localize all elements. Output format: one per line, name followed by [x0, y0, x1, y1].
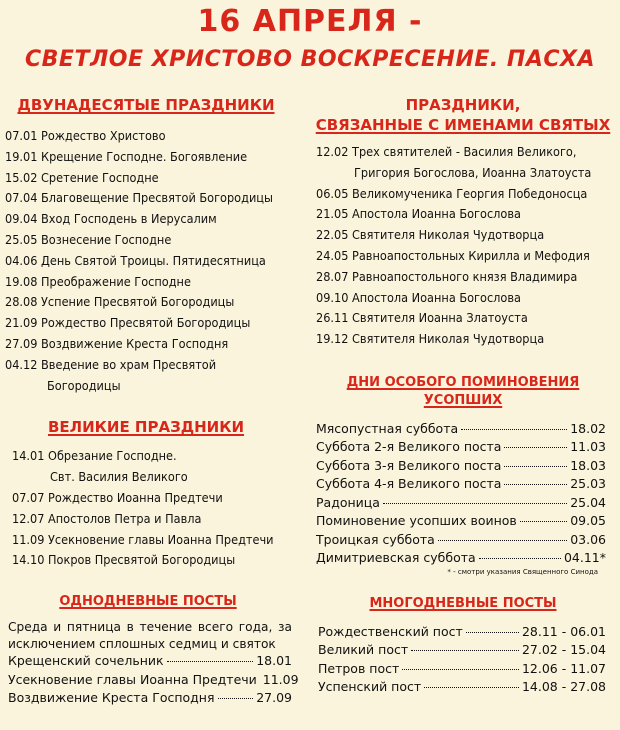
dot-leader [520, 521, 567, 522]
remembrance-block [310, 420, 616, 577]
list-item: 07.07 Рождество Иоанна Предтечи [12, 489, 223, 505]
remembrance-date: 25.03 [570, 476, 606, 492]
fast-row [318, 660, 606, 679]
right-column [310, 96, 616, 697]
list-item: 24.05 Равноапостольных Кирилла и Мефодия [316, 247, 590, 263]
list-item: 22.05 Святителя Николая Чудотворца [316, 227, 545, 243]
list-item: 14.01 Обрезание Господне. [12, 448, 177, 464]
one-day-fasts-heading: ОДНОДНЕВНЫЕ ПОСТЫ [59, 594, 237, 610]
list-item: 07.04 Благовещение Пресвятой Богородицы [5, 190, 273, 206]
fast-row [8, 652, 292, 671]
list-item-continued: Богородицы [47, 377, 121, 393]
fast-label: Воздвижение Креста Господня [8, 690, 215, 706]
list-item: 15.02 Сретение Господне [5, 169, 159, 185]
remembrance-footnote: * - смотри указания Священного Синода [447, 567, 598, 576]
remembrance-row [316, 457, 606, 476]
list-item: 06.05 Великомученика Георгия Победоносца [316, 185, 588, 201]
remembrance-date: 11.03 [570, 439, 606, 455]
list-item: 09.10 Апостола Иоанна Богослова [316, 289, 521, 305]
fast-period: 27.02 - 15.04 [521, 642, 606, 658]
remembrance-date: 25.04 [570, 494, 606, 510]
list-item: 19.01 Крещение Господне. Богоявление [5, 148, 248, 164]
fast-period: 28.11 - 06.01 [521, 623, 606, 639]
remembrance-row [316, 475, 606, 494]
list-item: 28.07 Равноапостольного князя Владимира [316, 268, 578, 284]
dot-leader [424, 687, 519, 688]
saints-feasts-list [310, 142, 616, 350]
dot-leader [411, 650, 519, 651]
list-item: 12.07 Апостолов Петра и Павла [12, 510, 202, 526]
list-item: 12.02 Трех святителей - Василия Великого, [316, 144, 577, 159]
list-item: 04.06 День Святой Троицы. Пятидесятница [5, 252, 266, 268]
remembrance-row [316, 420, 606, 439]
fast-period: 12.06 - 11.07 [521, 660, 606, 676]
remembrance-date: 03.06 [570, 531, 606, 547]
dot-leader [504, 466, 567, 467]
list-item: 26.11 Святителя Иоанна Златоуста [316, 310, 528, 326]
dot-leader [461, 429, 567, 430]
fast-row [318, 678, 606, 697]
fast-label: Петров пост [318, 660, 400, 676]
remembrance-label: Троицкая суббота [316, 531, 435, 547]
fast-row [8, 671, 299, 690]
list-item: 19.08 Преображение Господне [5, 273, 191, 289]
dot-leader [167, 661, 254, 662]
fast-date: 27.09 [256, 690, 292, 706]
remembrance-date: 18.02 [570, 420, 606, 436]
saints-feasts-heading-2: СВЯЗАННЫЕ С ИМЕНАМИ СВЯТЫХ [315, 116, 611, 134]
remembrance-heading: ДНИ ОСОБОГО ПОМИНОВЕНИЯ УСОПШИХ [346, 374, 580, 408]
twelve-feasts-heading: ДВУНАДЕСЯТЫЕ ПРАЗДНИКИ [17, 96, 275, 114]
fast-period: 14.08 - 27.08 [521, 679, 606, 695]
easter-title: СВЕТЛОЕ ХРИСТОВО ВОСКРЕСЕНИЕ. ПАСХА [25, 47, 595, 72]
list-item: 19.12 Святителя Николая Чудотворца [316, 331, 545, 347]
dot-leader [438, 540, 567, 541]
fast-label: Успенский пост [318, 679, 422, 695]
list-item: 27.09 Воздвижение Креста Господня [5, 335, 229, 351]
multi-day-fasts-block [310, 623, 616, 697]
fast-label: Усекновение главы Иоанна Предтечи [8, 671, 257, 687]
list-item: 21.05 Апостола Иоанна Богослова [316, 206, 521, 222]
fast-label: Великий пост [318, 642, 409, 658]
remembrance-row [316, 549, 606, 568]
fast-row [318, 641, 606, 660]
list-item: 14.10 Покров Пресвятой Богородицы [12, 552, 236, 568]
great-feasts-heading: ВЕЛИКИЕ ПРАЗДНИКИ [47, 418, 245, 437]
list-item: 11.09 Усекновение главы Иоанна Предтечи [12, 531, 274, 547]
remembrance-date: 18.03 [570, 457, 606, 473]
remembrance-label: Димитриевская суббота [316, 550, 476, 566]
dot-leader [504, 447, 567, 448]
remembrance-date: 04.11* [563, 550, 606, 566]
list-item: 28.08 Успение Пресвятой Богородицы [5, 294, 235, 310]
fast-date: 18.01 [256, 653, 292, 669]
remembrance-row [316, 438, 606, 457]
remembrance-row [316, 531, 606, 550]
list-item: 21.09 Рождество Пресвятой Богородицы [5, 315, 251, 331]
fast-date: 11.09 [262, 671, 299, 687]
one-day-fasts-block [0, 619, 306, 708]
list-item-continued: Свт. Василия Великого [50, 469, 188, 485]
multi-day-fasts-heading: МНОГОДНЕВНЫЕ ПОСТЫ [369, 595, 557, 611]
list-item: 09.04 Вход Господень в Иерусалим [5, 211, 217, 227]
remembrance-row [316, 512, 606, 531]
left-column [0, 96, 306, 708]
list-item-continued: Григория Богослова, Иоанна Златоуста [354, 164, 592, 180]
dot-leader [504, 484, 567, 485]
dot-leader [466, 632, 519, 633]
dot-leader [383, 503, 567, 504]
saints-feasts-heading-1: ПРАЗДНИКИ, [405, 96, 521, 114]
list-item: 04.12 Введение во храм Пресвятой [5, 356, 217, 372]
remembrance-label: Мясопустная суббота [316, 420, 459, 436]
remembrance-date: 09.05 [570, 513, 606, 529]
dot-leader [479, 558, 561, 559]
dot-leader [402, 669, 519, 670]
remembrance-label: Суббота 3-я Великого поста [316, 457, 502, 473]
remembrance-label: Суббота 4-я Великого поста [316, 476, 502, 492]
fast-label: Рождественский пост [318, 623, 463, 639]
list-item: 07.01 Рождество Христово [5, 128, 166, 143]
remembrance-label: Суббота 2-я Великого поста [316, 439, 502, 455]
twelve-feasts-list [0, 126, 306, 396]
fast-label: Крещенский сочельник [8, 653, 164, 669]
remembrance-row [316, 494, 606, 513]
list-item: 25.05 Вознесение Господне [5, 231, 172, 247]
remembrance-label: Поминовение усопших воинов [316, 513, 517, 529]
remembrance-label: Радоница [316, 494, 380, 510]
fast-row [8, 689, 292, 708]
one-day-fasts-paragraph: Среда и пятница в течение всего года, за исключением сплошных седмиц и святок [8, 620, 292, 651]
dot-leader [218, 698, 254, 699]
easter-date-title: 16 АПРЕЛЯ - [197, 4, 423, 39]
great-feasts-list [0, 446, 306, 571]
fast-row [318, 623, 606, 642]
